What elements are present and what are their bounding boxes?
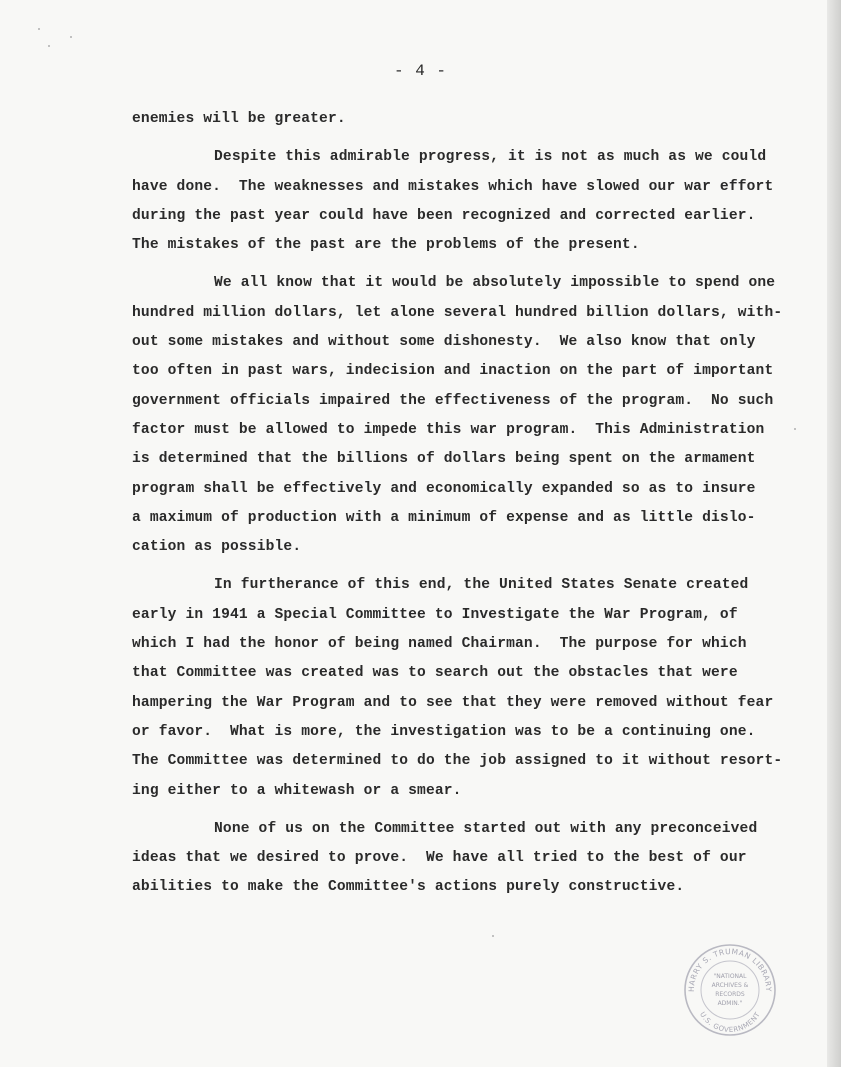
stamp-bottom-text: U.S. GOVERNMENT [698, 1010, 762, 1035]
text-line: None of us on the Committee started out with any preconceived [214, 820, 758, 837]
text-line: or favor. What is more, the investigation was to be a continuing one. [132, 723, 756, 740]
text-line: Despite this admirable progress, it is not as much as we could [214, 149, 767, 166]
stamp-center-line: ADMIN." [717, 1000, 743, 1007]
text-line: ideas that we desired to prove. We have all tried to the best of our [132, 850, 747, 867]
text-line: cation as possible. [132, 539, 302, 556]
text-line: too often in past wars, indecision and inaction on the part of important [132, 363, 774, 380]
text-line: The Committee was determined to do the job assigned to it without resort- [132, 753, 783, 770]
text-line: government officials impaired the effectiveness of the program. No such [132, 392, 774, 409]
truman-library-stamp [682, 942, 778, 1038]
text-line: hampering the War Program and to see that they were removed without fear [132, 694, 774, 711]
paragraph-gap [132, 260, 732, 269]
text-line: which I had the honor of being named Chairman. The purpose for which [132, 636, 747, 653]
text-line: We all know that it would be absolutely impossible to spend one [214, 275, 776, 292]
svg-text:U.S. GOVERNMENT [698, 1010, 762, 1034]
text-line: during the past year could have been recognized and corrected earlier. [132, 207, 756, 224]
paragraph-gap [132, 562, 732, 571]
stamp-center-line: ARCHIVES & [711, 982, 749, 989]
text-line: is determined that the billions of dollars being spent on the armament [132, 451, 756, 468]
text-line: early in 1941 a Special Committee to Investigate the War Program, of [132, 606, 738, 623]
text-line: enemies will be greater. [132, 111, 346, 127]
paragraph-gap [132, 134, 732, 143]
text-line: that Committee was created was to search out the obstacles that were [132, 665, 738, 682]
text-line: abilities to make the Committee's actions purely constructive. [132, 879, 685, 896]
text-line: In furtherance of this end, the United States Senate created [214, 577, 749, 594]
text-line: have done. The weaknesses and mistakes which have slowed our war effort [132, 178, 774, 195]
stamp-ring-text: HARRY S. TRUMAN LIBRARY [686, 946, 774, 993]
text-line: ing either to a whitewash or a smear. [132, 782, 462, 799]
text-line: out some mistakes and without some dishonesty. We also know that only [132, 334, 756, 351]
text-line: program shall be effectively and economically expanded so as to insure [132, 480, 756, 497]
paragraph-gap [132, 806, 732, 815]
text-line: hundred million dollars, let alone several hundred billion dollars, with- [132, 304, 783, 321]
letter-body [132, 105, 783, 903]
text-line: The mistakes of the past are the problems of the present. [132, 237, 640, 254]
stamp-center-line: RECORDS [715, 991, 745, 998]
text-line: a maximum of production with a minimum of expense and as little dislo- [132, 509, 756, 526]
stamp-center-line: "NATIONAL [713, 973, 747, 980]
page-number: - 4 - [393, 62, 447, 80]
text-line: factor must be allowed to impede this war program. This Administration [132, 421, 765, 438]
page-edge-shadow [827, 0, 841, 1067]
